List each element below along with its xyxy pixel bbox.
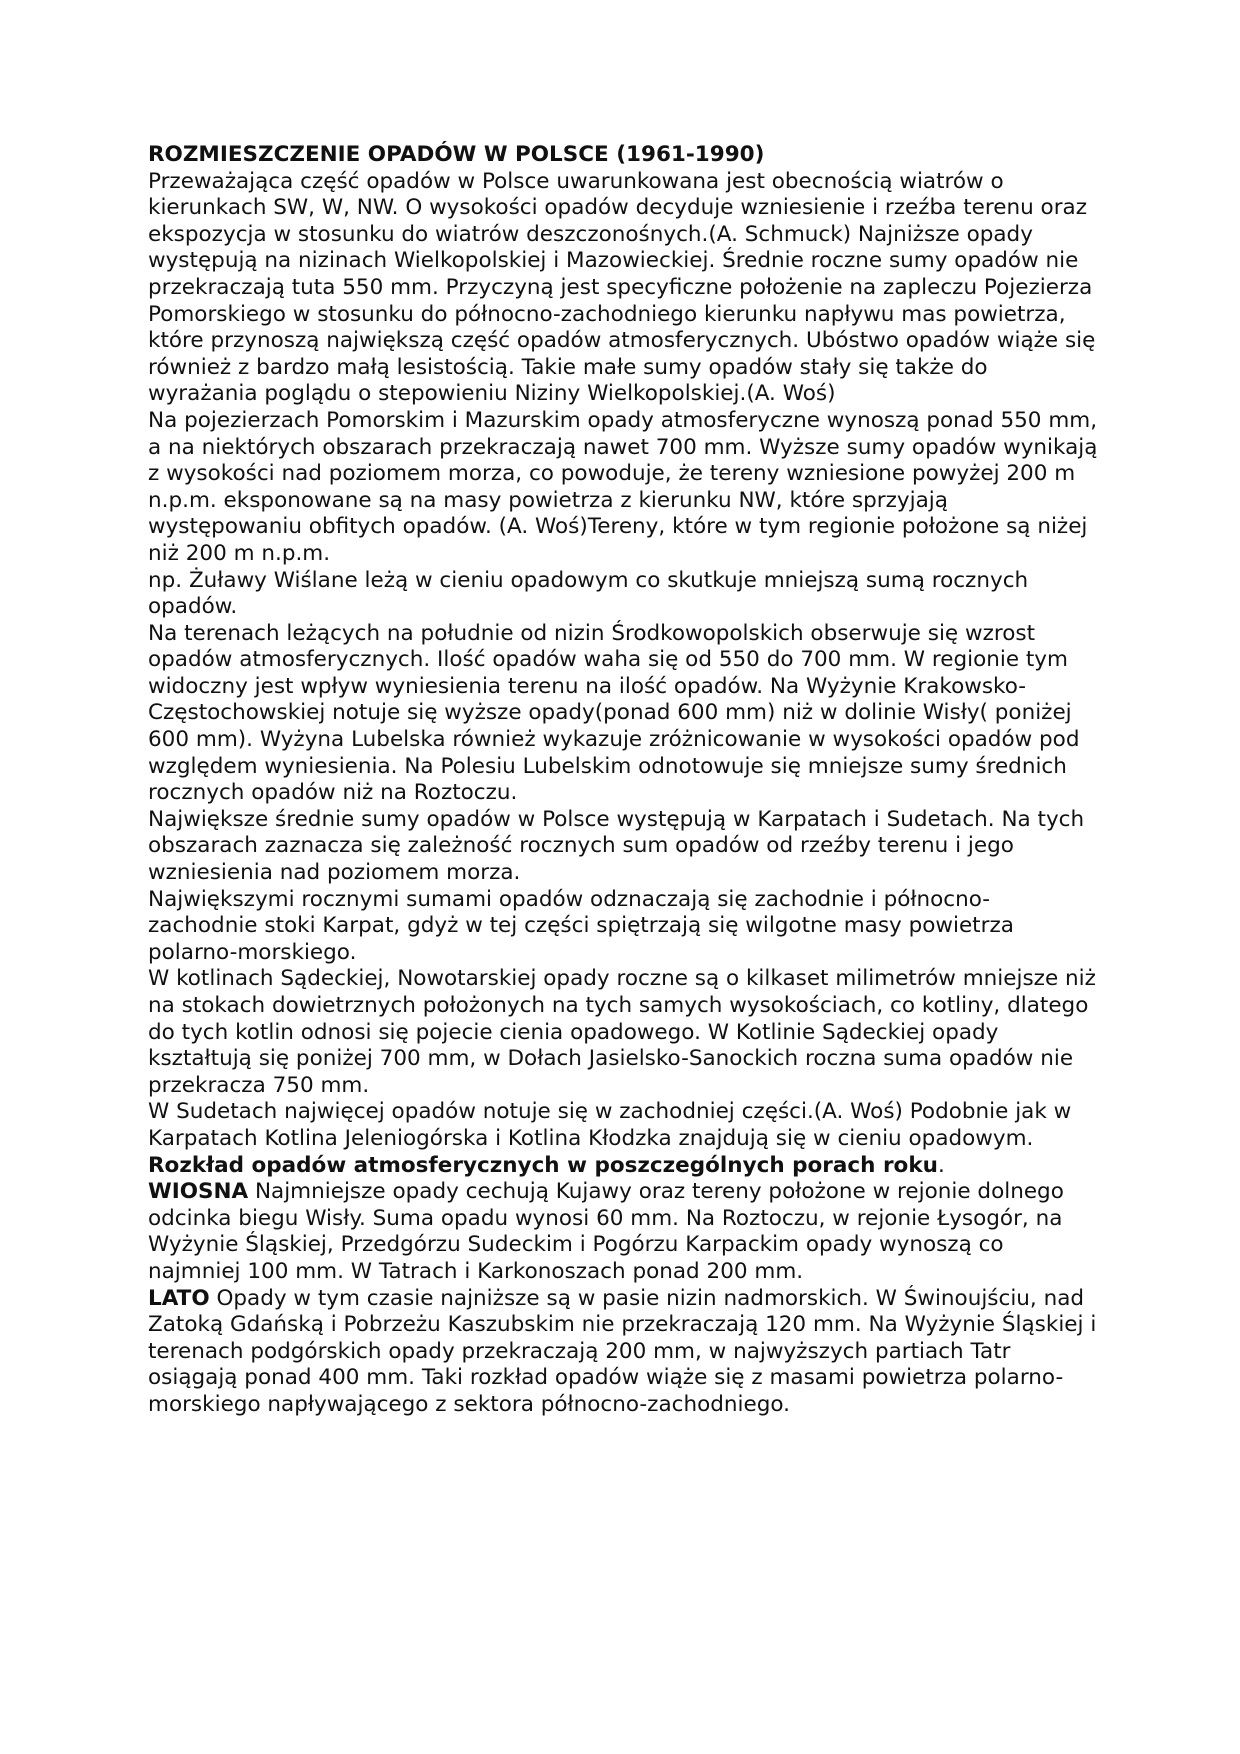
- document-title: ROZMIESZCZENIE OPADÓW W POLSCE (1961-1990): [148, 142, 765, 167]
- paragraph-gory: Największe średnie sumy opadów w Polsce występują w Karpatach i Sudetach. Na tych obszarach zaznacza się zależność rocznych sum opadów od rzeźby terenu i jego wzniesienia nad poziomem morza.: [148, 806, 1085, 886]
- spring-label: WIOSNA: [148, 1179, 249, 1205]
- paragraph-wyzyny: Na terenach leżących na południe od nizin Środkowopolskich obserwuje się wzrost opadów atmosferycznych. Ilość opadów waha się od 550 do 700 mm. W regionie tym widoczny jest wpływ wyniesienia terenu na ilość opadów. Na Wyżynie Krakowsko- Częstochowskiej notuje się wyższe opady(ponad 600 mm) niż w dolinie Wisły( poniżej 600 mm). Wyżyna Lubelska również wykazuje zróżnicowanie w wysokości opadów pod względem wyniesienia. Na Polesiu Lubelskim odnotowuje się mniejsze sumy średnich rocznych opadów niż na Roztoczu.: [148, 620, 1080, 806]
- paragraph-intro: Przeważająca część opadów w Polsce uwarunkowana jest obecnością wiatrów o kierunkach SW, W, NW. O wysokości opadów decyduje wzniesienie i rzeźba terenu oraz ekspozycja w stosunku do wiatrów deszczonośnych.(A. Schmuck) Najniższe opady występują na nizinach Wielkopolskiej i Mazowieckiej. Średnie roczne sumy opadów nie przekraczają tuta 550 mm. Przyczyną jest specyficzne położenie na zapleczu Pojezierza Pomorskiego w stosunku do północno-zachodniego kierunku napływu mas powietrza, które przynoszą największą część opadów atmosferycznych. Ubóstwo opadów wiąże się również z bardzo małą lesistością. Takie małe sumy opadów stały się także do wyrażania poglądu o stepowieniu Niziny Wielkopolskiej.(A. Woś): [148, 168, 1096, 407]
- summer-label: LATO: [148, 1285, 210, 1311]
- paragraph-karpaty: Największymi rocznymi sumami opadów odznaczają się zachodnie i północno-zachodnie stoki Karpat, gdyż w tej części spiętrzają się wilgotne masy powietrza polarno-morskiego.: [148, 886, 1014, 965]
- paragraph-spring: [148, 1179, 1098, 1285]
- paragraph-zulawy: np. Żuławy Wiślane leżą w cieniu opadowym co skutkuje mniejszą sumą rocznych opadów.: [148, 567, 1029, 620]
- paragraph-summer: [148, 1286, 1098, 1419]
- paragraph-sudety: W Sudetach najwięcej opadów notuje się w zachodniej części.(A. Woś) Podobnie jak w Karpatach Kotlina Jeleniogórska i Kotlina Kłodzka znajdują się w cieniu opadowym.: [148, 1099, 1072, 1151]
- summer-text: Opady w tym czasie najniższe są w pasie nizin nadmorskich. W Świnoujściu, nad Zatoką Gdańską i Pobrzeżu Kaszubskim nie przekraczają 120 mm. Na Wyżynie Śląskiej i terenach podgórskich opady przekraczają 200 mm, w najwyższych partiach Tatr osiągają ponad 400 mm. Taki rozkład opadów wiąże się z masami powietrza polarno-morskiego napływającego z sektora północno-zachodniego.: [148, 1285, 1097, 1417]
- spring-text: Najmniejsze opady cechują Kujawy oraz tereny położone w rejonie dolnego odcinka biegu Wisły. Suma opadu wynosi 60 mm. Na Roztoczu, w rejonie Łysogór, na Wyżynie Śląskiej, Przedgórzu Sudeckim i Pogórzu Karpackim opady wynoszą co najmniej 100 mm. W Tatrach i Karkonoszach ponad 200 mm.: [148, 1179, 1064, 1284]
- document-page: [148, 142, 1098, 1419]
- section-heading-text: Rozkład opadów atmosferycznych w poszczególnych porach roku: [148, 1152, 938, 1178]
- paragraph-kotliny: W kotlinach Sądeckiej, Nowotarskiej opady roczne są o kilkaset milimetrów mniejsze niż na stokach dowietrznych położonych na tych samych wysokościach, co kotliny, dlatego do tych kotlin odnosi się pojecie cienia opadowego. W Kotlinie Sądeckiej opady kształtują się poniżej 700 mm, w Dołach Jasielsko-Sanockich roczna suma opadów nie przekracza 750 mm.: [148, 966, 1096, 1098]
- section-heading: [148, 1153, 1098, 1180]
- section-heading-tail: .: [937, 1152, 945, 1178]
- paragraph-pojezierza: Na pojezierzach Pomorskim i Mazurskim opady atmosferyczne wynoszą ponad 550 mm, a na niektórych obszarach przekraczają nawet 700 mm. Wyższe sumy opadów wynikają z wysokości nad poziomem morza, co powoduje, że tereny wzniesione powyżej 200 m n.p.m. eksponowane są na masy powietrza z kierunku NW, które sprzyjają występowaniu obfitych opadów. (A. Woś)Tereny, które w tym regionie położone są niżej niż 200 m n.p.m.: [148, 407, 1098, 566]
